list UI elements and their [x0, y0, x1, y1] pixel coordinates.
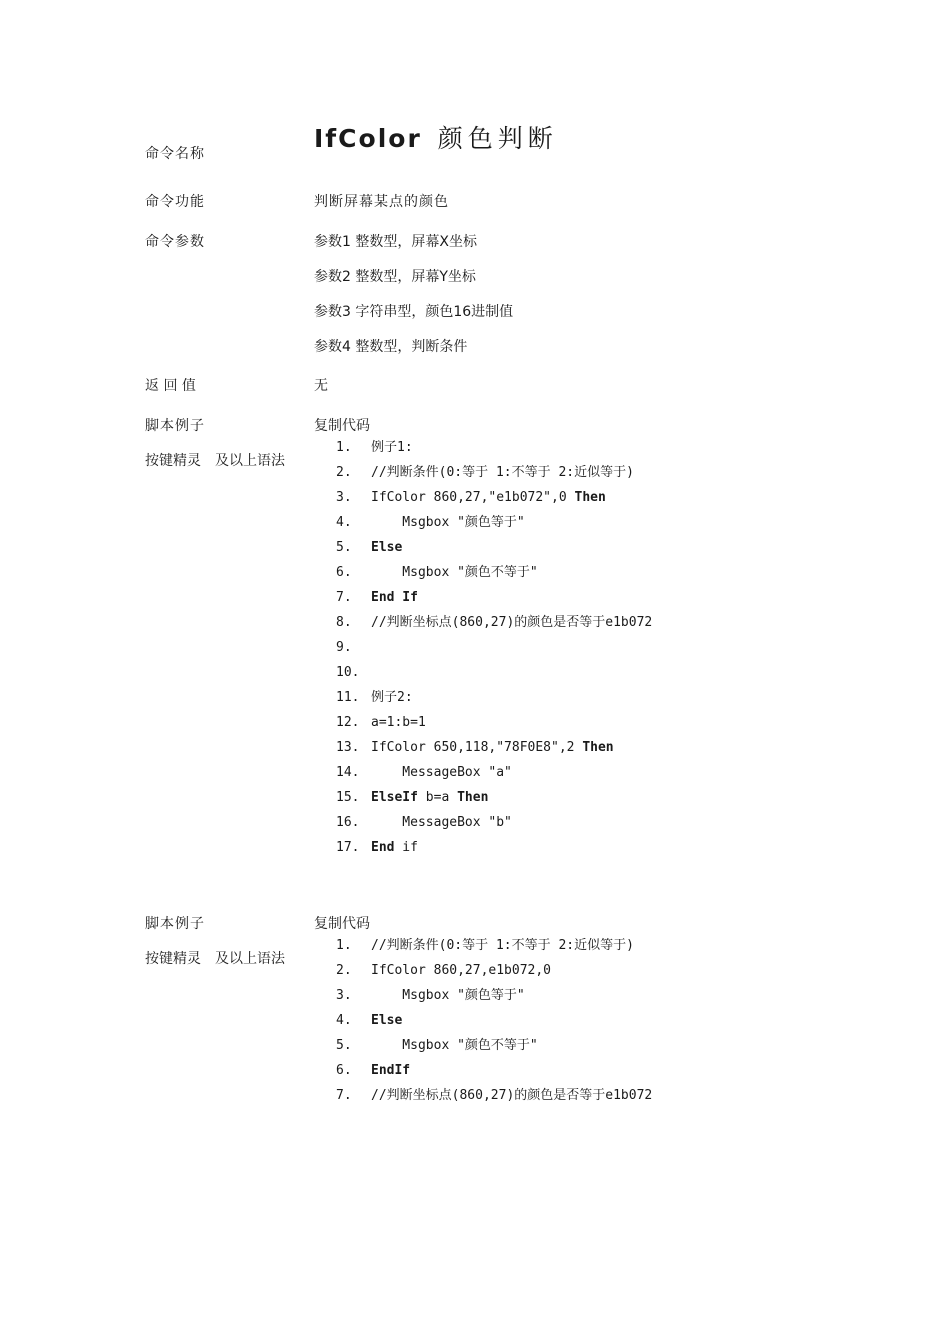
line-number: 2. — [336, 465, 352, 480]
code-line — [336, 585, 756, 610]
code-keyword: End — [371, 840, 395, 855]
label-script-example-2: 脚本例子 — [145, 916, 205, 932]
code-text: 例子2: — [371, 690, 413, 705]
line-number: 7. — [336, 1088, 352, 1103]
param-1: 参数1 整数型，屏幕X坐标 — [314, 234, 477, 250]
code-line — [336, 535, 756, 560]
code-line — [336, 660, 756, 685]
code-text: //判断条件(0:等于 1:不等于 2:近似等于) — [371, 465, 634, 480]
line-number: 5. — [336, 540, 352, 555]
code-keyword: Then — [582, 740, 614, 755]
line-number: 8. — [336, 615, 352, 630]
code-text: IfColor 860,27,e1b072,0 — [371, 963, 552, 978]
code-block-1 — [336, 435, 756, 860]
line-number: 10. — [336, 665, 360, 680]
code-line — [336, 958, 756, 983]
param-3: 参数3 字符串型，颜色16进制值 — [314, 304, 514, 320]
code-line — [336, 710, 756, 735]
code-keyword: End If — [371, 590, 418, 605]
code-line — [336, 685, 756, 710]
code-text: IfColor 650,118,"78F0E8",2 — [371, 740, 583, 755]
code-keyword: Else — [371, 540, 403, 555]
code-text: MessageBox "a" — [371, 765, 512, 780]
copy-code-link-2[interactable]: 复制代码 — [314, 916, 370, 932]
line-number: 1. — [336, 440, 352, 455]
code-text: 例子1: — [371, 440, 413, 455]
label-syntax-2: 按键精灵 及以上语法 — [145, 951, 285, 967]
code-text: Msgbox "颜色等于" — [371, 988, 525, 1003]
line-number: 1. — [336, 938, 352, 953]
function-text: 判断屏幕某点的颜色 — [314, 194, 449, 210]
label-command-params: 命令参数 — [145, 234, 205, 250]
line-number: 15. — [336, 790, 360, 805]
label-syntax-1: 按键精灵 及以上语法 — [145, 453, 285, 469]
code-line — [336, 1008, 756, 1033]
line-number: 12. — [336, 715, 360, 730]
label-return-value: 返 回 值 — [145, 378, 196, 394]
code-keyword: Else — [371, 1013, 403, 1028]
command-chinese-name: 颜色判断 — [437, 124, 558, 153]
code-keyword: Then — [457, 790, 489, 805]
code-line — [336, 983, 756, 1008]
param-2: 参数2 整数型，屏幕Y坐标 — [314, 269, 476, 285]
code-line — [336, 510, 756, 535]
line-number: 6. — [336, 1063, 352, 1078]
code-text: IfColor 860,27,"e1b072",0 — [371, 490, 575, 505]
line-number: 3. — [336, 490, 352, 505]
code-text: a=1:b=1 — [371, 715, 426, 730]
code-text: //判断坐标点(860,27)的颜色是否等于e1b072 — [371, 1088, 653, 1103]
code-text: b=a — [417, 790, 458, 805]
code-line — [336, 460, 756, 485]
line-number: 3. — [336, 988, 352, 1003]
code-line — [336, 760, 756, 785]
line-number: 4. — [336, 515, 352, 530]
label-script-example-1: 脚本例子 — [145, 418, 205, 434]
code-line — [336, 835, 756, 860]
code-line — [336, 610, 756, 635]
line-number: 16. — [336, 815, 360, 830]
code-text: Msgbox "颜色不等于" — [371, 1038, 538, 1053]
code-keyword: EndIf — [371, 1063, 411, 1078]
code-line — [336, 735, 756, 760]
copy-code-link-1[interactable]: 复制代码 — [314, 418, 370, 434]
line-number: 6. — [336, 565, 352, 580]
line-number: 9. — [336, 640, 352, 655]
code-line — [336, 435, 756, 460]
code-text: //判断坐标点(860,27)的颜色是否等于e1b072 — [371, 615, 653, 630]
line-number: 2. — [336, 963, 352, 978]
code-text: Msgbox "颜色不等于" — [371, 565, 538, 580]
line-number: 11. — [336, 690, 360, 705]
line-number: 4. — [336, 1013, 352, 1028]
code-line — [336, 560, 756, 585]
return-value: 无 — [314, 378, 328, 394]
code-text: Msgbox "颜色等于" — [371, 515, 525, 530]
code-line — [336, 1083, 756, 1108]
label-command-name: 命令名称 — [145, 146, 205, 162]
line-number: 7. — [336, 590, 352, 605]
code-line — [336, 810, 756, 835]
label-command-function: 命令功能 — [145, 194, 205, 210]
code-keyword: ElseIf — [371, 790, 418, 805]
param-4: 参数4 整数型，判断条件 — [314, 339, 468, 355]
code-text: MessageBox "b" — [371, 815, 512, 830]
code-text: //判断条件(0:等于 1:不等于 2:近似等于) — [371, 938, 634, 953]
code-line — [336, 785, 756, 810]
code-line — [336, 635, 756, 660]
command-keyword: IfColor — [314, 124, 422, 153]
line-number: 14. — [336, 765, 360, 780]
line-number: 17. — [336, 840, 360, 855]
line-number: 13. — [336, 740, 360, 755]
line-number: 5. — [336, 1038, 352, 1053]
page-title — [314, 119, 558, 155]
code-line — [336, 1033, 756, 1058]
code-line — [336, 485, 756, 510]
code-block-2 — [336, 933, 756, 1108]
code-line — [336, 1058, 756, 1083]
code-text: if — [394, 840, 418, 855]
code-keyword: Then — [574, 490, 606, 505]
code-line — [336, 933, 756, 958]
